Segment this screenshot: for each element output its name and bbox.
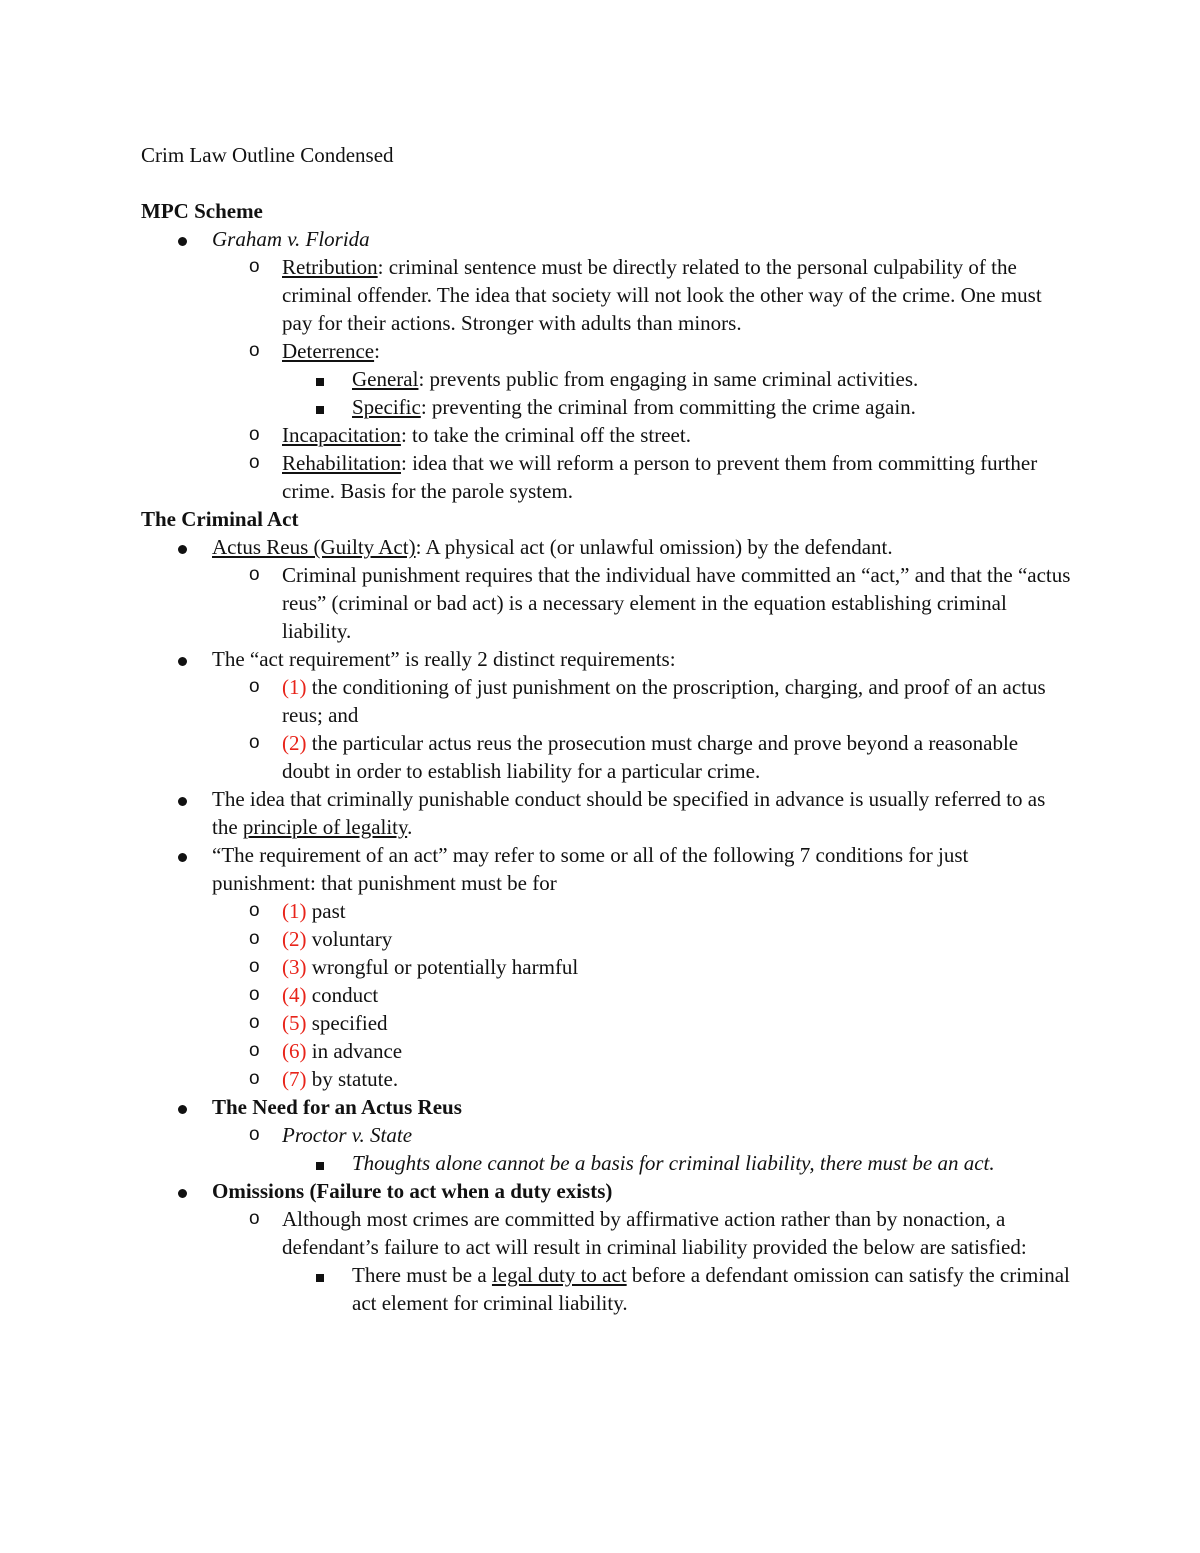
list-item-text: (1) past bbox=[282, 899, 346, 923]
case-name: Graham v. Florida bbox=[212, 227, 370, 251]
bullet-dot bbox=[175, 1093, 212, 1121]
list-item bbox=[141, 253, 1071, 337]
list-item-text: General: prevents public from engaging in same criminal activities. bbox=[352, 367, 919, 391]
list-item bbox=[141, 1121, 1071, 1149]
list-item bbox=[141, 953, 1071, 981]
list-item-text: Incapacitation: to take the criminal off the street. bbox=[282, 423, 691, 447]
list-item-text: Actus Reus (Guilty Act): A physical act (or unlawful omission) by the defendant. bbox=[212, 535, 893, 559]
list-item bbox=[141, 421, 1071, 449]
bullet-circle: o bbox=[249, 1068, 260, 1089]
list-item bbox=[141, 729, 1071, 785]
subsection-heading: The Need for an Actus Reus bbox=[212, 1095, 462, 1119]
list-item bbox=[141, 561, 1071, 645]
list-item bbox=[141, 1205, 1071, 1261]
bullet-circle: o bbox=[249, 732, 260, 753]
bullet-circle: o bbox=[249, 1040, 260, 1061]
list-item bbox=[141, 841, 1071, 897]
subsection-heading: Omissions (Failure to act when a duty exists) bbox=[212, 1179, 613, 1203]
bullet-square bbox=[313, 1149, 352, 1177]
bullet-circle: o bbox=[249, 564, 260, 585]
mpc-heading: MPC Scheme bbox=[141, 199, 263, 223]
list-item bbox=[141, 1037, 1071, 1065]
list-item bbox=[141, 337, 1071, 365]
bullet-circle: o bbox=[249, 928, 260, 949]
list-item-text: Criminal punishment requires that the individual have committed an “act,” and that the “actus reus” (criminal or bad act) is a necessary element in the equation establishing criminal liability. bbox=[282, 563, 1071, 643]
list-item-text: (5) specified bbox=[282, 1011, 388, 1035]
bullet-circle: o bbox=[249, 340, 260, 361]
list-item bbox=[141, 925, 1071, 953]
criminal-act-heading: The Criminal Act bbox=[141, 507, 299, 531]
bullet-square bbox=[313, 1261, 352, 1289]
list-item bbox=[141, 225, 1071, 253]
bullet-circle: o bbox=[249, 1012, 260, 1033]
list-item-text: The “act requirement” is really 2 distinct requirements: bbox=[212, 647, 676, 671]
bullet-circle: o bbox=[249, 676, 260, 697]
bullet-square bbox=[313, 393, 352, 421]
bullet-dot bbox=[175, 1177, 212, 1205]
outline-body bbox=[141, 141, 1071, 1317]
bullet-circle: o bbox=[249, 424, 260, 445]
list-item bbox=[141, 393, 1071, 421]
case-rule: Thoughts alone cannot be a basis for criminal liability, there must be an act. bbox=[352, 1151, 995, 1175]
list-item bbox=[141, 1065, 1071, 1093]
list-item-text: (1) the conditioning of just punishment on the proscription, charging, and proof of an actus reus; and bbox=[282, 675, 1046, 727]
list-item bbox=[141, 981, 1071, 1009]
list-item-text: Although most crimes are committed by affirmative action rather than by nonaction, a defendant’s failure to act will result in criminal liability provided the below are satisfied: bbox=[282, 1207, 1027, 1259]
bullet-dot bbox=[175, 533, 212, 561]
list-item-text: The idea that criminally punishable conduct should be specified in advance is usually referred to as the principle of legality. bbox=[212, 787, 1046, 839]
list-item-text: (4) conduct bbox=[282, 983, 379, 1007]
bullet-circle: o bbox=[249, 956, 260, 977]
list-item-text: Specific: preventing the criminal from committing the crime again. bbox=[352, 395, 916, 419]
list-item-text: “The requirement of an act” may refer to some or all of the following 7 conditions for just punishment: that punishment must be for bbox=[212, 843, 969, 895]
bullet-dot bbox=[175, 225, 212, 253]
list-item bbox=[141, 1093, 1071, 1121]
bullet-circle: o bbox=[249, 900, 260, 921]
list-item-text: (6) in advance bbox=[282, 1039, 403, 1063]
bullet-square bbox=[313, 365, 352, 393]
list-item-text: (7) by statute. bbox=[282, 1067, 399, 1091]
list-item bbox=[141, 1261, 1071, 1317]
list-item bbox=[141, 449, 1071, 505]
bullet-circle: o bbox=[249, 984, 260, 1005]
list-item bbox=[141, 533, 1071, 561]
bullet-circle: o bbox=[249, 256, 260, 277]
document-title: Crim Law Outline Condensed bbox=[141, 143, 394, 167]
list-item bbox=[141, 1177, 1071, 1205]
list-item bbox=[141, 365, 1071, 393]
bullet-dot bbox=[175, 785, 212, 813]
list-item bbox=[141, 897, 1071, 925]
bullet-circle: o bbox=[249, 1124, 260, 1145]
list-item-text: (2) the particular actus reus the prosecution must charge and prove beyond a reasonable doubt in order to establish liability for a particular crime. bbox=[282, 731, 1019, 783]
list-item bbox=[141, 673, 1071, 729]
case-name: Proctor v. State bbox=[282, 1123, 413, 1147]
list-item bbox=[141, 1009, 1071, 1037]
list-item-text: (3) wrongful or potentially harmful bbox=[282, 955, 579, 979]
list-item bbox=[141, 1149, 1071, 1177]
list-item-text: (2) voluntary bbox=[282, 927, 393, 951]
list-item-text: There must be a legal duty to act before a defendant omission can satisfy the criminal act element for criminal liability. bbox=[352, 1263, 1070, 1315]
bullet-circle: o bbox=[249, 452, 260, 473]
list-item bbox=[141, 645, 1071, 673]
bullet-circle: o bbox=[249, 1208, 260, 1229]
list-item bbox=[141, 785, 1071, 841]
list-item-text: Deterrence: bbox=[282, 339, 380, 363]
list-item-text: Retribution: criminal sentence must be directly related to the personal culpability of the criminal offender. The idea that society will not look the other way of the crime. One must pay for their actions. Stronger with adults than minors. bbox=[282, 255, 1042, 335]
list-item-text: Rehabilitation: idea that we will reform a person to prevent them from committing further crime. Basis for the parole system. bbox=[282, 451, 1038, 503]
bullet-dot bbox=[175, 645, 212, 673]
bullet-dot bbox=[175, 841, 212, 869]
